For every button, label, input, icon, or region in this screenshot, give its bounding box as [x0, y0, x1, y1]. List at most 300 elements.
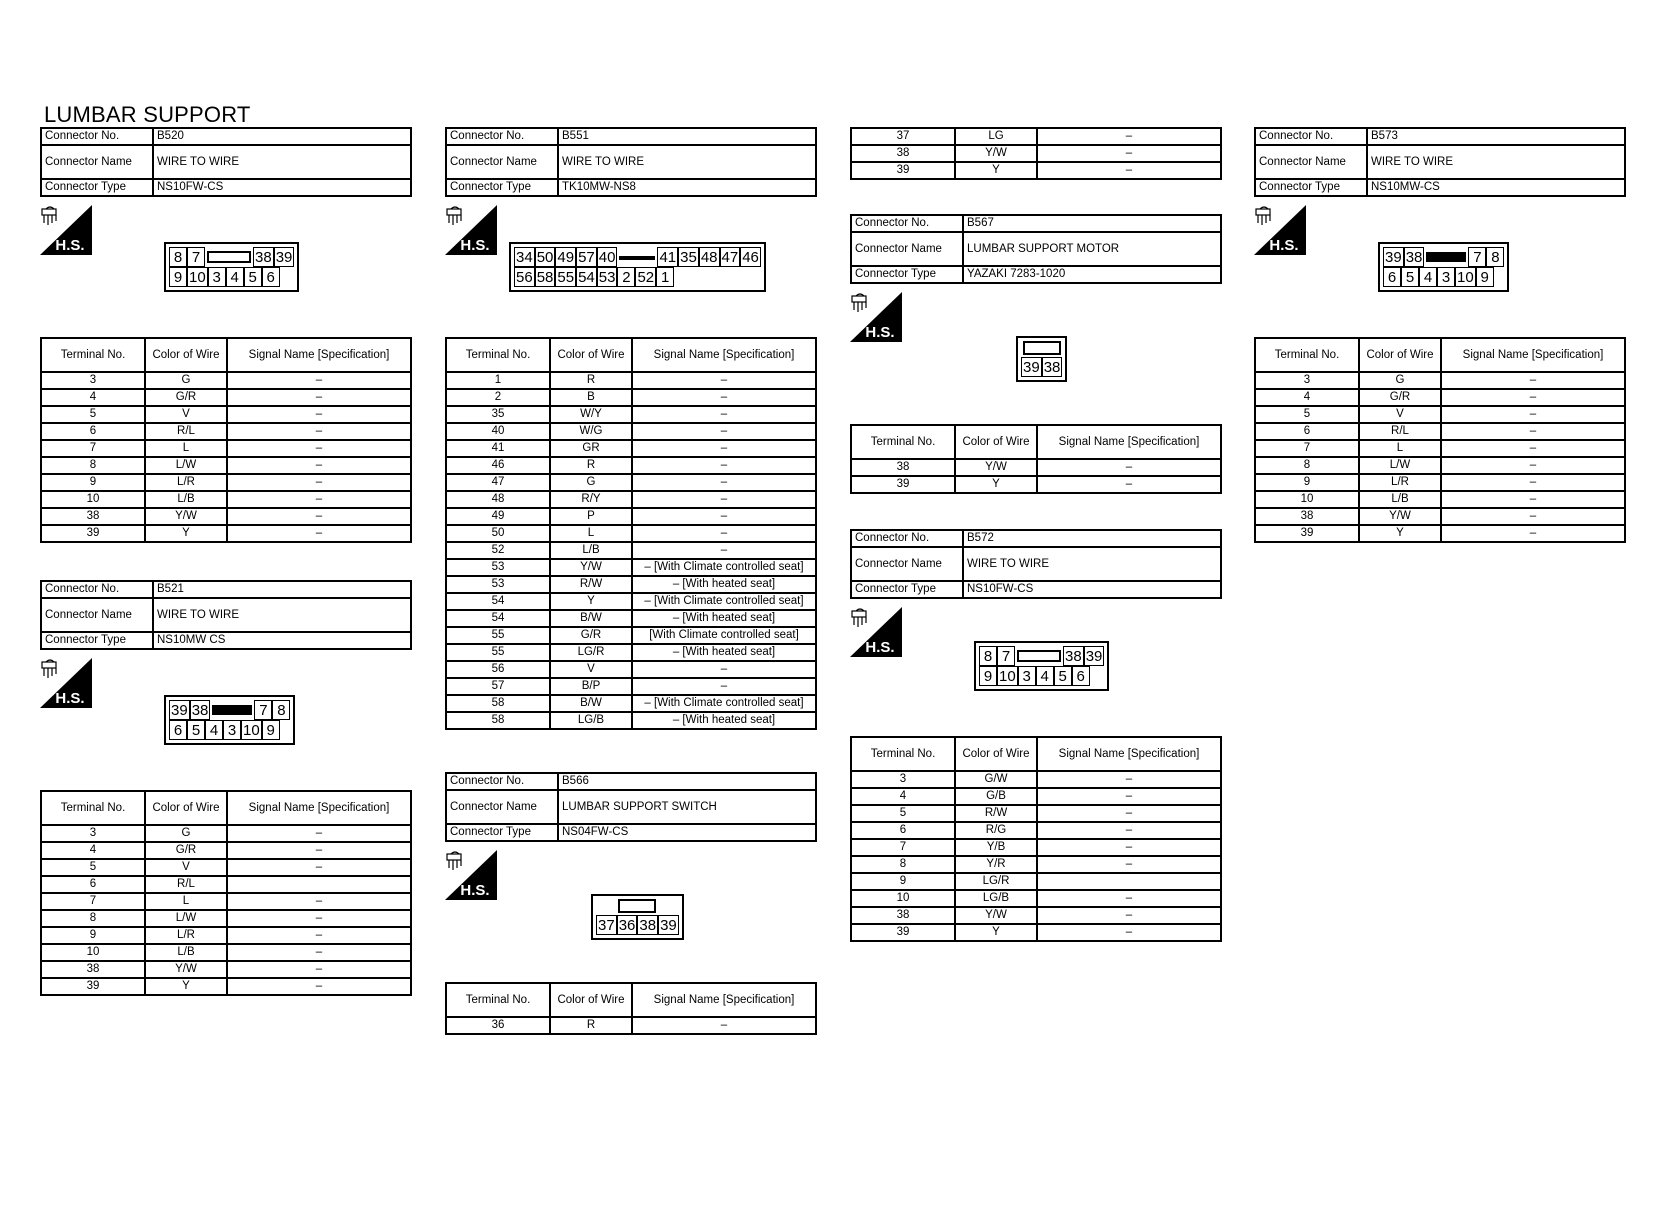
color-of-wire-header: Color of Wire: [955, 425, 1037, 459]
connector-name-value: WIRE TO WIRE: [153, 598, 411, 632]
connector-pin: 2: [617, 267, 635, 287]
terminal-no-cell: 7: [41, 440, 145, 457]
terminal-no-cell: 5: [1255, 406, 1359, 423]
wire-color-cell: L/B: [145, 491, 227, 508]
terminal-no-cell: 8: [41, 910, 145, 927]
connector-pin: 38: [639, 917, 657, 934]
signal-name-cell: –: [1441, 406, 1625, 423]
signal-name-cell: –: [1441, 474, 1625, 491]
color-of-wire-header: Color of Wire: [955, 737, 1037, 771]
terminal-table: [40, 337, 412, 543]
table-row: [851, 162, 1221, 179]
table-row: [41, 978, 411, 995]
connector-pin: 10: [1457, 269, 1474, 286]
hs-icon: [40, 658, 92, 708]
terminal-no-cell: 52: [446, 542, 550, 559]
connector-info-table: [850, 214, 1222, 284]
signal-name-cell: –: [1037, 856, 1221, 873]
connector-no-value: B520: [153, 128, 411, 145]
connector-pin: 54: [578, 269, 595, 286]
connector-b521: [40, 580, 412, 992]
connector-pin: 9: [169, 267, 187, 287]
signal-name-cell: –: [632, 508, 816, 525]
table-row: [446, 576, 816, 593]
terminal-no-cell: 9: [851, 873, 955, 890]
hs-icon: [445, 205, 497, 255]
table-row: [446, 644, 816, 661]
terminal-no-cell: 3: [41, 825, 145, 842]
terminal-table-continued: [850, 127, 1222, 180]
table-row: [41, 927, 411, 944]
connector-key: [1426, 252, 1466, 262]
wire-color-cell: L/B: [1359, 491, 1441, 508]
connector-name-label: Connector Name: [446, 790, 558, 824]
wire-color-cell: G/R: [145, 842, 227, 859]
terminal-no-cell: 57: [446, 678, 550, 695]
signal-name-cell: –: [227, 440, 411, 457]
hs-label: H.S.: [55, 237, 85, 254]
wire-color-cell: R/G: [955, 822, 1037, 839]
terminal-no-cell: 55: [446, 644, 550, 661]
wire-color-cell: B/W: [550, 610, 632, 627]
color-of-wire-header: Color of Wire: [1359, 338, 1441, 372]
connector-b551: [445, 127, 817, 726]
connector-pin: 39: [171, 702, 188, 719]
wire-color-cell: W/Y: [550, 406, 632, 423]
signal-name-cell: – [With heated seat]: [632, 712, 816, 729]
wire-color-cell: G/W: [955, 771, 1037, 788]
hs-icon: [445, 850, 497, 900]
terminal-no-cell: 10: [1255, 491, 1359, 508]
connector-pin: 3: [1437, 267, 1455, 287]
terminal-no-cell: 37: [851, 128, 955, 145]
connector-no-label: Connector No.: [446, 128, 558, 145]
hs-icon: [850, 292, 902, 342]
connector-face-diagram: [509, 242, 766, 292]
terminal-no-cell: 7: [41, 893, 145, 910]
connector-type-label: Connector Type: [851, 581, 963, 598]
hs-icon: [1254, 205, 1306, 255]
terminal-no-header: Terminal No.: [851, 425, 955, 459]
wire-color-cell: LG/B: [550, 712, 632, 729]
connector-name-value: WIRE TO WIRE: [963, 547, 1221, 581]
color-of-wire-header: Color of Wire: [145, 338, 227, 372]
connector-name-label: Connector Name: [41, 145, 153, 179]
connector-info-table: [40, 580, 412, 650]
terminal-table: [850, 736, 1222, 942]
table-row: [41, 893, 411, 910]
wire-color-cell: L: [145, 440, 227, 457]
wire-color-cell: L/B: [145, 944, 227, 961]
terminal-table-header: [851, 737, 1221, 771]
terminal-no-cell: 9: [1255, 474, 1359, 491]
connector-pin: 37: [598, 917, 615, 934]
signal-name-header: Signal Name [Specification]: [632, 338, 816, 372]
connector-b573: [1254, 127, 1626, 539]
connector-pin: 47: [721, 249, 739, 266]
table-row: [41, 423, 411, 440]
signal-name-cell: –: [1441, 389, 1625, 406]
wire-color-cell: Y: [550, 593, 632, 610]
connector-pin: 50: [536, 249, 554, 266]
signal-name-cell: –: [227, 474, 411, 491]
terminal-table-header: [851, 425, 1221, 459]
terminal-no-cell: 1: [446, 372, 550, 389]
connector-pin: 9: [979, 666, 997, 686]
signal-name-cell: –: [632, 678, 816, 695]
table-row: [1255, 406, 1625, 423]
connector-key: [619, 256, 655, 260]
connector-pin: 49: [557, 249, 575, 266]
connector-key: [212, 705, 252, 715]
connector-pin: 4: [226, 267, 244, 287]
signal-name-cell: –: [632, 474, 816, 491]
connector-pin: 4: [1036, 666, 1054, 686]
connector-pin: 39: [275, 249, 293, 266]
wire-color-cell: Y: [145, 525, 227, 542]
connector-pin: 39: [1085, 648, 1103, 665]
table-row: [41, 910, 411, 927]
terminal-no-cell: 10: [41, 491, 145, 508]
wire-color-cell: G: [1359, 372, 1441, 389]
terminal-no-cell: 8: [1255, 457, 1359, 474]
signal-name-cell: –: [1037, 771, 1221, 788]
page-title: LUMBAR SUPPORT: [44, 102, 251, 127]
signal-name-cell: – [With heated seat]: [632, 644, 816, 661]
terminal-no-cell: 54: [446, 593, 550, 610]
wire-color-cell: V: [1359, 406, 1441, 423]
connector-no-value: B573: [1367, 128, 1625, 145]
signal-name-header: Signal Name [Specification]: [1037, 425, 1221, 459]
connector-pin: 10: [243, 722, 260, 739]
signal-name-cell: –: [1037, 128, 1221, 145]
table-row: [851, 839, 1221, 856]
signal-name-cell: – [With heated seat]: [632, 610, 816, 627]
terminal-no-cell: 40: [446, 423, 550, 440]
signal-name-cell: –: [632, 423, 816, 440]
terminal-no-cell: 4: [851, 788, 955, 805]
signal-name-cell: –: [227, 406, 411, 423]
terminal-no-header: Terminal No.: [41, 338, 145, 372]
terminal-no-cell: 39: [851, 924, 955, 941]
terminal-no-cell: 35: [446, 406, 550, 423]
terminal-no-cell: 6: [1255, 423, 1359, 440]
signal-name-cell: –: [227, 893, 411, 910]
signal-name-header: Signal Name [Specification]: [227, 791, 411, 825]
wire-color-cell: L/R: [145, 474, 227, 491]
connector-pin: 7: [187, 247, 205, 267]
connector-pin: 52: [637, 269, 655, 286]
wire-color-cell: Y/W: [145, 508, 227, 525]
connector-no-value: B551: [558, 128, 816, 145]
connector-info-table: [850, 529, 1222, 599]
connector-pin: 38: [1405, 249, 1423, 266]
connector-type-value: NS10FW-CS: [963, 581, 1221, 598]
table-row: [446, 508, 816, 525]
table-row: [41, 825, 411, 842]
table-row: [41, 440, 411, 457]
connector-lock-tab: [618, 899, 656, 913]
terminal-table: [445, 337, 817, 730]
terminal-no-cell: 9: [41, 927, 145, 944]
signal-name-cell: –: [227, 372, 411, 389]
connector-name-label: Connector Name: [446, 145, 558, 179]
connector-info-table: [1254, 127, 1626, 197]
terminal-no-cell: 38: [851, 459, 955, 476]
wire-color-cell: Y: [955, 162, 1037, 179]
table-row: [446, 542, 816, 559]
table-row: [446, 627, 816, 644]
table-row: [446, 491, 816, 508]
hs-icon: [40, 205, 92, 255]
signal-name-cell: –: [1441, 372, 1625, 389]
connector-key: [207, 251, 251, 263]
terminal-no-cell: 3: [41, 372, 145, 389]
connector-pin: 8: [272, 700, 290, 720]
connector-type-value: NS10FW-CS: [153, 179, 411, 196]
signal-name-cell: –: [1441, 525, 1625, 542]
connector-no-label: Connector No.: [41, 128, 153, 145]
connector-key: [1017, 650, 1061, 662]
wire-color-cell: G: [550, 474, 632, 491]
terminal-table-header: [446, 338, 816, 372]
terminal-table: [850, 424, 1222, 494]
connector-info-table: [40, 127, 412, 197]
terminal-no-cell: 3: [1255, 372, 1359, 389]
connector-pin: 57: [578, 249, 595, 266]
table-row: [41, 859, 411, 876]
signal-name-cell: –: [227, 978, 411, 995]
signal-name-cell: –: [1441, 423, 1625, 440]
signal-name-cell: –: [227, 423, 411, 440]
connector-pin: 38: [1065, 648, 1082, 665]
hs-label: H.S.: [55, 690, 85, 707]
table-row: [1255, 525, 1625, 542]
wire-color-cell: V: [145, 859, 227, 876]
terminal-no-header: Terminal No.: [446, 338, 550, 372]
wire-color-cell: G/B: [955, 788, 1037, 805]
connector-name-label: Connector Name: [851, 547, 963, 581]
terminal-no-cell: 38: [41, 508, 145, 525]
connector-pin: 35: [680, 249, 697, 266]
connector-type-value: YAZAKI 7283-1020: [963, 266, 1221, 283]
terminal-no-header: Terminal No.: [1255, 338, 1359, 372]
connector-pin: 4: [1419, 267, 1437, 287]
table-row: [446, 457, 816, 474]
wire-color-cell: LG/B: [955, 890, 1037, 907]
connector-name-value: LUMBAR SUPPORT MOTOR: [963, 232, 1221, 266]
wire-color-cell: R/L: [145, 876, 227, 893]
terminal-no-cell: 53: [446, 576, 550, 593]
table-row: [446, 712, 816, 729]
connector-no-value: B567: [963, 215, 1221, 232]
connector-name-value: WIRE TO WIRE: [558, 145, 816, 179]
wire-color-cell: Y/R: [955, 856, 1037, 873]
signal-name-cell: –: [632, 525, 816, 542]
table-row: [851, 924, 1221, 941]
wire-color-cell: Y/W: [550, 559, 632, 576]
signal-name-cell: –: [632, 406, 816, 423]
terminal-table: [445, 982, 817, 1035]
terminal-table-header: [446, 983, 816, 1017]
color-of-wire-header: Color of Wire: [145, 791, 227, 825]
terminal-no-cell: 4: [41, 389, 145, 406]
signal-name-cell: –: [1037, 907, 1221, 924]
hs-icon: [850, 607, 902, 657]
connector-type-value: NS10MW-CS: [1367, 179, 1625, 196]
connector-pin: 40: [598, 249, 616, 266]
wire-color-cell: W/G: [550, 423, 632, 440]
connector-b566: [445, 772, 817, 1031]
table-row: [851, 873, 1221, 890]
signal-name-cell: –: [227, 944, 411, 961]
connector-name-label: Connector Name: [41, 598, 153, 632]
terminal-no-cell: 50: [446, 525, 550, 542]
color-of-wire-header: Color of Wire: [550, 338, 632, 372]
terminal-no-header: Terminal No.: [41, 791, 145, 825]
signal-name-cell: –: [1037, 162, 1221, 179]
terminal-no-header: Terminal No.: [446, 983, 550, 1017]
terminal-no-cell: 56: [446, 661, 550, 678]
wire-color-cell: L/W: [145, 457, 227, 474]
color-of-wire-header: Color of Wire: [550, 983, 632, 1017]
wire-color-cell: L: [1359, 440, 1441, 457]
wire-color-cell: LG/R: [955, 873, 1037, 890]
signal-name-cell: –: [1037, 822, 1221, 839]
connector-b567: [850, 214, 1222, 490]
connector-pin: 39: [1385, 249, 1402, 266]
table-row: [446, 661, 816, 678]
connector-pin: 10: [999, 668, 1016, 685]
signal-name-cell: – [With Climate controlled seat]: [632, 559, 816, 576]
wire-color-cell: V: [550, 661, 632, 678]
terminal-no-cell: 4: [1255, 389, 1359, 406]
terminal-no-cell: 3: [851, 771, 955, 788]
terminal-no-cell: 39: [41, 525, 145, 542]
connector-type-label: Connector Type: [446, 824, 558, 841]
wire-color-cell: G: [145, 372, 227, 389]
wire-color-cell: G: [145, 825, 227, 842]
terminal-no-cell: 38: [41, 961, 145, 978]
table-row: [851, 459, 1221, 476]
signal-name-cell: – [With Climate controlled seat]: [632, 695, 816, 712]
wire-color-cell: L: [145, 893, 227, 910]
connector-b520: [40, 127, 412, 539]
wire-color-cell: L: [550, 525, 632, 542]
wire-color-cell: Y/W: [955, 459, 1037, 476]
connector-type-value: TK10MW-NS8: [558, 179, 816, 196]
connector-pin: 9: [262, 720, 280, 740]
terminal-table-header: [1255, 338, 1625, 372]
connector-pin: 38: [191, 702, 209, 719]
connector-b566-continued: [850, 127, 1222, 180]
signal-name-cell: –: [632, 372, 816, 389]
signal-name-cell: –: [1441, 440, 1625, 457]
signal-name-cell: –: [227, 389, 411, 406]
wire-color-cell: G/R: [145, 389, 227, 406]
table-row: [41, 961, 411, 978]
hs-label: H.S.: [1269, 237, 1299, 254]
table-row: [1255, 474, 1625, 491]
connector-pin: 56: [516, 269, 533, 286]
wire-color-cell: G/R: [550, 627, 632, 644]
terminal-no-cell: 2: [446, 389, 550, 406]
hs-label: H.S.: [865, 639, 895, 656]
wire-color-cell: L/R: [145, 927, 227, 944]
wire-color-cell: Y: [955, 924, 1037, 941]
connector-pin: 48: [700, 249, 718, 266]
terminal-no-cell: 7: [1255, 440, 1359, 457]
connector-pin: 5: [244, 267, 262, 287]
connector-no-value: B572: [963, 530, 1221, 547]
connector-pin: 38: [255, 249, 272, 266]
signal-name-cell: –: [227, 525, 411, 542]
connector-pin: 39: [1023, 359, 1040, 376]
connector-no-label: Connector No.: [1255, 128, 1367, 145]
connector-no-label: Connector No.: [446, 773, 558, 790]
signal-name-cell: –: [1037, 805, 1221, 822]
signal-name-header: Signal Name [Specification]: [1037, 737, 1221, 771]
table-row: [446, 678, 816, 695]
table-row: [1255, 440, 1625, 457]
table-row: [851, 907, 1221, 924]
table-row: [851, 822, 1221, 839]
connector-lock-tab: [1023, 341, 1061, 355]
terminal-table-header: [41, 338, 411, 372]
connector-type-label: Connector Type: [446, 179, 558, 196]
connector-pin: 58: [536, 269, 554, 286]
terminal-no-cell: 9: [41, 474, 145, 491]
terminal-no-cell: 54: [446, 610, 550, 627]
connector-no-value: B521: [153, 581, 411, 598]
wire-color-cell: Y: [955, 476, 1037, 493]
wire-color-cell: R/L: [145, 423, 227, 440]
connector-pin: 8: [979, 646, 997, 666]
hs-label: H.S.: [460, 237, 490, 254]
connector-pin: 3: [208, 267, 226, 287]
table-row: [41, 944, 411, 961]
signal-name-cell: –: [227, 457, 411, 474]
wire-color-cell: Y: [1359, 525, 1441, 542]
terminal-no-cell: 39: [851, 162, 955, 179]
wire-color-cell: P: [550, 508, 632, 525]
signal-name-header: Signal Name [Specification]: [227, 338, 411, 372]
terminal-no-cell: 7: [851, 839, 955, 856]
wire-color-cell: B: [550, 389, 632, 406]
connector-no-label: Connector No.: [851, 215, 963, 232]
table-row: [851, 128, 1221, 145]
table-row: [446, 695, 816, 712]
connector-pin: 6: [1383, 267, 1401, 287]
connector-name-value: WIRE TO WIRE: [1367, 145, 1625, 179]
connector-type-label: Connector Type: [1255, 179, 1367, 196]
table-row: [446, 389, 816, 406]
signal-name-cell: –: [632, 491, 816, 508]
connector-pin: 6: [262, 267, 280, 287]
table-row: [446, 610, 816, 627]
signal-name-cell: –: [1037, 924, 1221, 941]
terminal-no-cell: 58: [446, 695, 550, 712]
terminal-no-cell: 5: [41, 406, 145, 423]
connector-pin: 39: [660, 917, 677, 934]
connector-pin: 34: [516, 249, 533, 266]
connector-pin: 7: [1468, 247, 1486, 267]
wire-color-cell: GR: [550, 440, 632, 457]
terminal-no-cell: 5: [851, 805, 955, 822]
table-row: [851, 805, 1221, 822]
signal-name-cell: –: [227, 859, 411, 876]
table-row: [41, 474, 411, 491]
